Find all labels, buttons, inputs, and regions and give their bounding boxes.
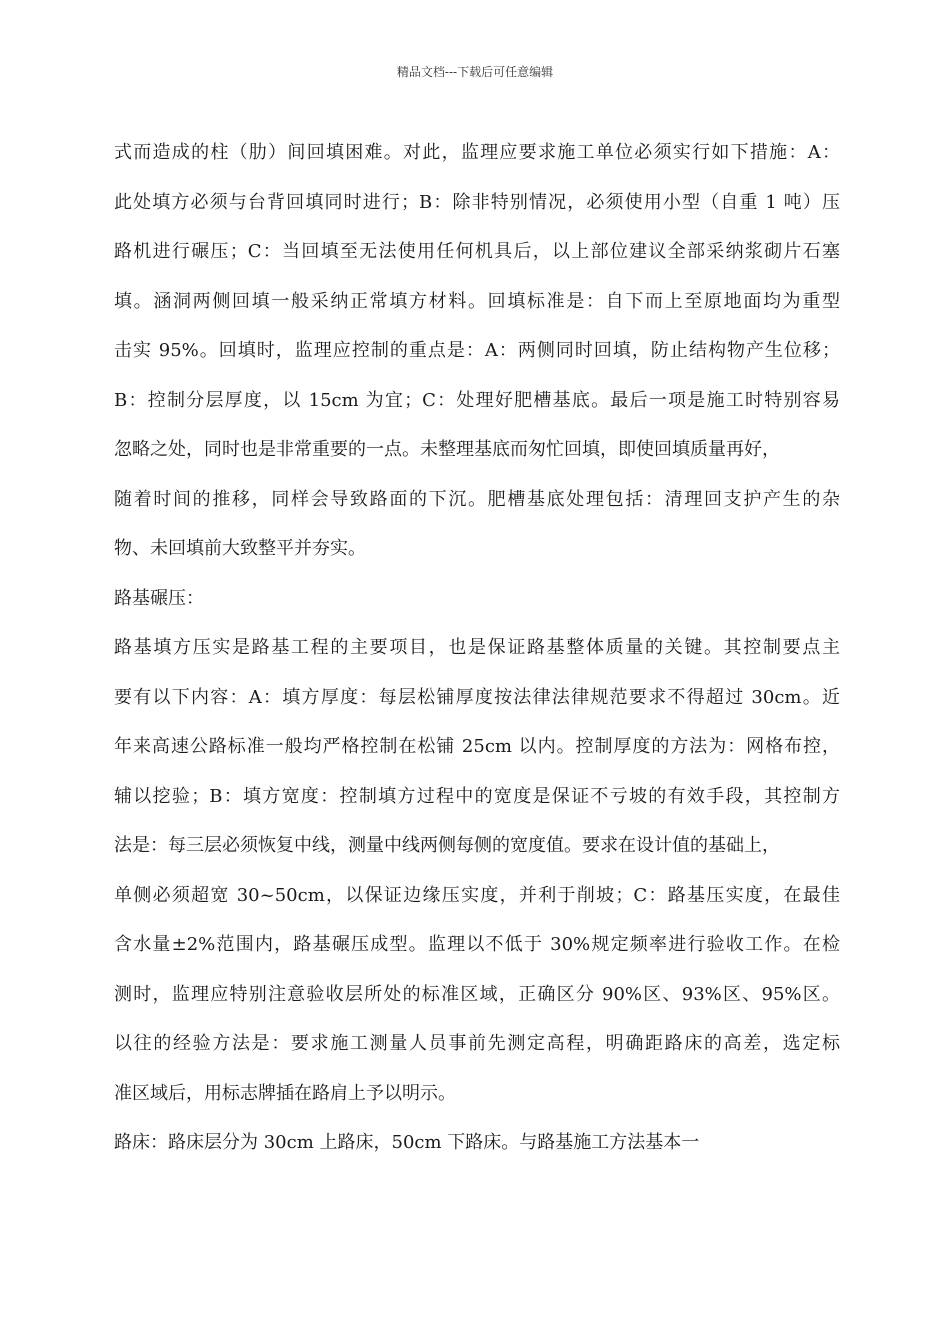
text-line: 含水量±2%范围内，路基碾压成型。监理以不低于 30%规定频率进行验收工作。在检: [114, 934, 840, 955]
text-line: 路基碾压：: [114, 587, 204, 609]
text-line: 击实 95%。回填时，监理应控制的重点是：A：两侧同时回填，防止结构物产生位移；: [114, 340, 840, 361]
text-line: 路基填方压实是路基工程的主要项目，也是保证路基整体质量的关键。其控制要点主: [114, 637, 840, 658]
text-line: 法是：每三层必须恢复中线，测量中线两侧每侧的宽度值。要求在设计值的基础上，: [114, 835, 780, 856]
text-line: 此处填方必须与台背回填同时进行；B：除非特别情况，必须使用小型（自重 1 吨）压: [114, 191, 840, 213]
text-line: B：控制分层厚度，以 15cm 为宜；C：处理好肥槽基底。最后一项是施工时特别容易: [114, 389, 840, 411]
text-line: 忽略之处，同时也是非常重要的一点。未整理基底而匆忙回填，即使回填质量再好，: [114, 439, 780, 460]
text-line: 辅以挖验；B：填方宽度：控制填方过程中的宽度是保证不亏坡的有效手段，其控制方: [114, 785, 840, 807]
text-line: 路床：路床层分为 30cm 上路床，50cm 下路床。与路基施工方法基本一: [114, 1132, 700, 1153]
paragraph-roadbed: [114, 1118, 840, 1168]
section-heading-subgrade-compaction: [114, 574, 840, 624]
text-line: 式而造成的柱（肋）间回填困难。对此，监理应要求施工单位必须实行如下措施：A：: [114, 142, 840, 163]
paragraph-compaction: [114, 623, 840, 1118]
text-line: 以往的经验方法是：要求施工测量人员事前先测定高程，明确距路床的高差，选定标: [114, 1033, 840, 1054]
text-line: 填。涵洞两侧回填一般采纳正常填方材料。回填标准是：自下而上至原地面均为重型: [114, 290, 840, 312]
text-line: 路机进行碾压；C：当回填至无法使用任何机具后，以上部位建议全部采纳浆砌片石塞: [114, 241, 840, 262]
text-line: 要有以下内容：A：填方厚度：每层松铺厚度按法律法律规范要求不得超过 30cm。近: [114, 686, 840, 708]
text-line: 准区域后，用标志牌插在路肩上予以明示。: [114, 1082, 456, 1104]
text-line: 物、未回填前大致整平并夯实。: [114, 538, 366, 559]
document-body: [114, 128, 840, 1168]
text-line: 单侧必须超宽 30~50cm，以保证边缘压实度，并利于削坡；C：路基压实度，在最佳: [114, 884, 840, 906]
text-line: 随着时间的推移，同样会导致路面的下沉。肥槽基底处理包括：清理回支护产生的杂: [114, 488, 840, 510]
page-header: 精品文档---下载后可任意编辑: [396, 65, 554, 79]
paragraph-backfill: [114, 128, 840, 574]
text-line: 年来高速公路标准一般均严格控制在松铺 25cm 以内。控制厚度的方法为：网格布控，: [114, 736, 840, 757]
text-line: 测时，监理应特别注意验收层所处的标准区域，正确区分 90%区、93%区、95%区。: [114, 983, 840, 1005]
